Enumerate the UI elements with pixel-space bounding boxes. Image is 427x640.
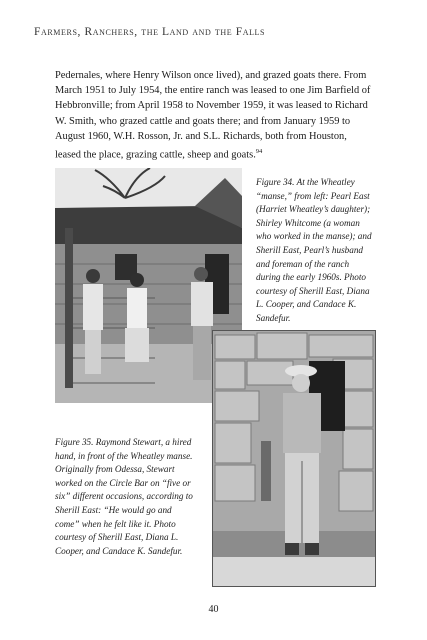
running-header: Farmers, Ranchers, the Land and the Falls xyxy=(34,26,266,38)
figure-35-photo xyxy=(212,330,376,587)
paragraph-text: Pedernales, where Henry Wilson once lived), and grazed goats there. From March 1951 to July 1954, the entire ranch was leased to one Jim Barfield of Hebbronville; from April 1958 to November 1959, it was leased to Richard W. Smith, who grazed cattle and goats there; and from January 1959 to August 1960, W.H. Rosson, Jr. and S.L. Richards, both from Houston, leased the place, grazing cattle, sheep and goats. xyxy=(55,70,371,161)
figure-35-caption: Figure 35. Raymond Stewart, a hired hand, in front of the Wheatley manse. Originally from Odessa, Stewart worked on the Circle Bar on “five or six” different occasions, according to Sherill East: “He would go and come” when he felt like it. Photo courtesy of Sherill East, Diana L. Cooper, and Candace K. Sandefur. xyxy=(55,437,193,556)
figure-35-image xyxy=(213,331,375,586)
footnote-reference: 94 xyxy=(255,148,263,156)
body-paragraph xyxy=(55,68,375,163)
figure-34-caption: Figure 34. At the Wheatley “manse,” from left: Pearl East (Harriet Wheatley’s daughter); Shirley Whitcome (a woman who worked in the manse); and Sherill East, Pearl’s husband and foreman of the ranch during the early 1960s. Photo courtesy of Sherill East, Diana L. Cooper, and Candace K. Sandefur. xyxy=(256,177,372,323)
page-number: 40 xyxy=(208,604,219,615)
